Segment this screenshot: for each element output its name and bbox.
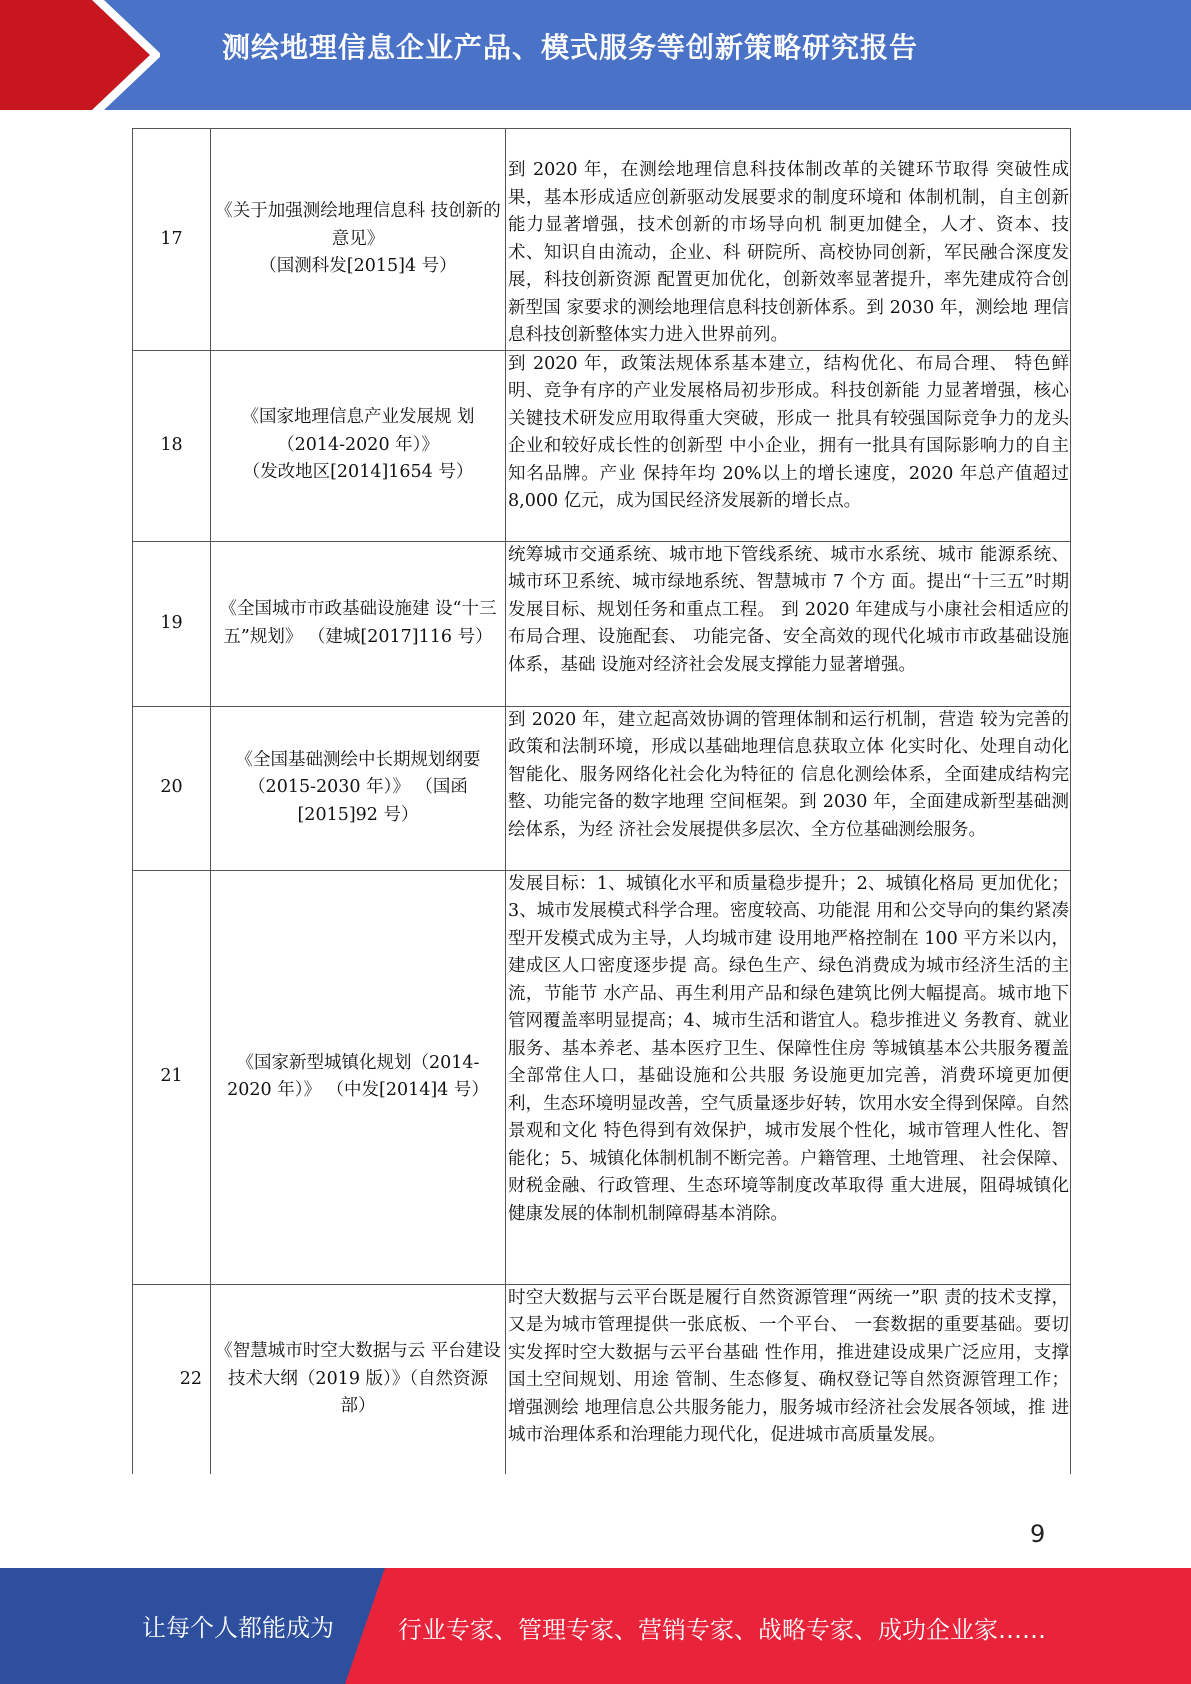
document-summary: 到 2020 年，建立起高效协调的管理体制和运行机制，营造 较为完善的政策和法制环境，形成以基础地理信息获取立体 化实时化、处理自动化智能化、服务网络化社会化为特征的 信息化测绘体系，全面建成结构完整、功能完备的数字地理 空间框架。到 2030 年，全面建成新型基础测绘体系，为经 济社会发展提供多层次、全方位基础测绘服务。 (506, 706, 1071, 870)
row-number: 18 (133, 350, 211, 541)
document-title (211, 350, 506, 541)
table-row (133, 129, 1071, 351)
document-title: 《全国基础测绘中长期规划纲要（2015-2030 年）》 （国函[2015]92 号） (211, 706, 506, 870)
document-title-text: 《关于加强测绘地理信息科 技创新的意见》 （国测科发[2015]4 号） (215, 201, 501, 276)
document-summary: 到 2020 年，在测绘地理信息科技体制改革的关键环节取得 突破性成果，基本形成适应创新驱动发展要求的制度环境和 体制机制，自主创新能力显著增强，技术创新的市场导向机 制更加健全，人才、资本、技术、知识自由流动，企业、科 研院所、高校协同创新，军民融合深度发展，科技创新资源 配置更加优化，创新效率显著提升，率先建成符合创新型国 家要求的测绘地理信息科技创新体系。到 2030 年，测绘地 理信息科技创新整体实力进入世界前列。 (506, 129, 1071, 351)
table-row (133, 1284, 1071, 1474)
document-title: 《全国城市市政基础设施建 设“十三五”规划》 （建城[2017]116 号） (211, 541, 506, 706)
row-number: 17 (133, 129, 211, 351)
policy-table (132, 128, 1069, 1474)
row-number: 20 (133, 706, 211, 870)
row-number: 19 (133, 541, 211, 706)
document-title: 《智慧城市时空大数据与云 平台建设技术大纲（2019 版）》（自然资源部） (211, 1284, 506, 1474)
table-row (133, 706, 1071, 870)
footer-slogan-left: 让每个人都能成为 (142, 1614, 334, 1642)
document-title-text: 《国家地理信息产业发展规 划（2014-2020 年）》 （发改地区[2014]1654 号） (241, 407, 475, 483)
footer-slogan-right: 行业专家、管理专家、营销专家、战略专家、成功企业家…… (398, 1616, 1046, 1644)
header-arrow-decoration (0, 0, 160, 110)
document-summary: 发展目标：1、城镇化水平和质量稳步提升；2、城镇化格局 更加优化；3、城市发展模式科学合理。密度较高、功能混 用和公交导向的集约紧凑型开发模式成为主导，人均城市建 设用地严格控制在 100 平方米以内，建成区人口密度逐步提 高。绿色生产、绿色消费成为城市经济生活的主流，节能节 水产品、再生利用产品和绿色建筑比例大幅提高。城市地下 管网覆盖率明显提高；4、城市生活和谐宜人。稳步推进义 务教育、就业服务、基本养老、基本医疗卫生、保障性住房 等城镇基本公共服务覆盖全部常住人口，基础设施和公共服 务设施更加完善，消费环境更加便利，生态环境明显改善，空气质量逐步好转，饮用水安全得到保障。自然景观和文化 特色得到有效保护，城市发展个性化，城市管理人性化、智 能化；5、城镇化体制机制不断完善。户籍管理、土地管理、 社会保障、财税金融、行政管理、生态环境等制度改革取得 重大进展，阻碍城镇化健康发展的体制机制障碍基本消除。 (506, 870, 1071, 1284)
document-summary: 时空大数据与云平台既是履行自然资源管理“两统一”职 责的技术支撑，又是为城市管理提供一张底板、一个平台、 一套数据的重要基础。要切实发挥时空大数据与云平台基础 性作用，推进建设成果广泛应用，支撑国土空间规划、用途 管制、生态修复、确权登记等自然资源管理工作；增强测绘 地理信息公共服务能力，服务城市经济社会发展各领域，推 进城市治理体系和治理能力现代化，促进城市高质量发展。 (506, 1284, 1071, 1474)
page-number: 9 (1030, 1520, 1046, 1548)
table-row (133, 350, 1071, 541)
table-row (133, 870, 1071, 1284)
row-number: 22 (133, 1284, 211, 1474)
page-header (0, 0, 1191, 110)
document-title (211, 129, 506, 351)
row-number: 21 (133, 870, 211, 1284)
document-summary: 统筹城市交通系统、城市地下管线系统、城市水系统、城市 能源系统、城市环卫系统、城市绿地系统、智慧城市 7 个方 面。提出“十三五”时期发展目标、规划任务和重点工程。 到 2020 年建成与小康社会相适应的布局合理、设施配套、 功能完备、安全高效的现代化城市市政基础设施体系，基础 设施对经济社会发展支撑能力显著增强。 (506, 541, 1071, 706)
document-summary: 到 2020 年，政策法规体系基本建立，结构优化、布局合理、 特色鲜明、竞争有序的产业发展格局初步形成。科技创新能 力显著增强，核心关键技术研发应用取得重大突破，形成一 批具有较强国际竞争力的龙头企业和较好成长性的创新型 中小企业，拥有一批具有国际影响力的自主知名品牌。产业 保持年均 20%以上的增长速度，2020 年总产值超过 8,000 亿元，成为国民经济发展新的增长点。 (506, 350, 1071, 541)
report-title: 测绘地理信息企业产品、模式服务等创新策略研究报告 (222, 31, 919, 64)
page-footer (0, 1568, 1191, 1684)
document-title: 《国家新型城镇化规划（2014-2020 年）》 （中发[2014]4 号） (211, 870, 506, 1284)
table-row (133, 541, 1071, 706)
